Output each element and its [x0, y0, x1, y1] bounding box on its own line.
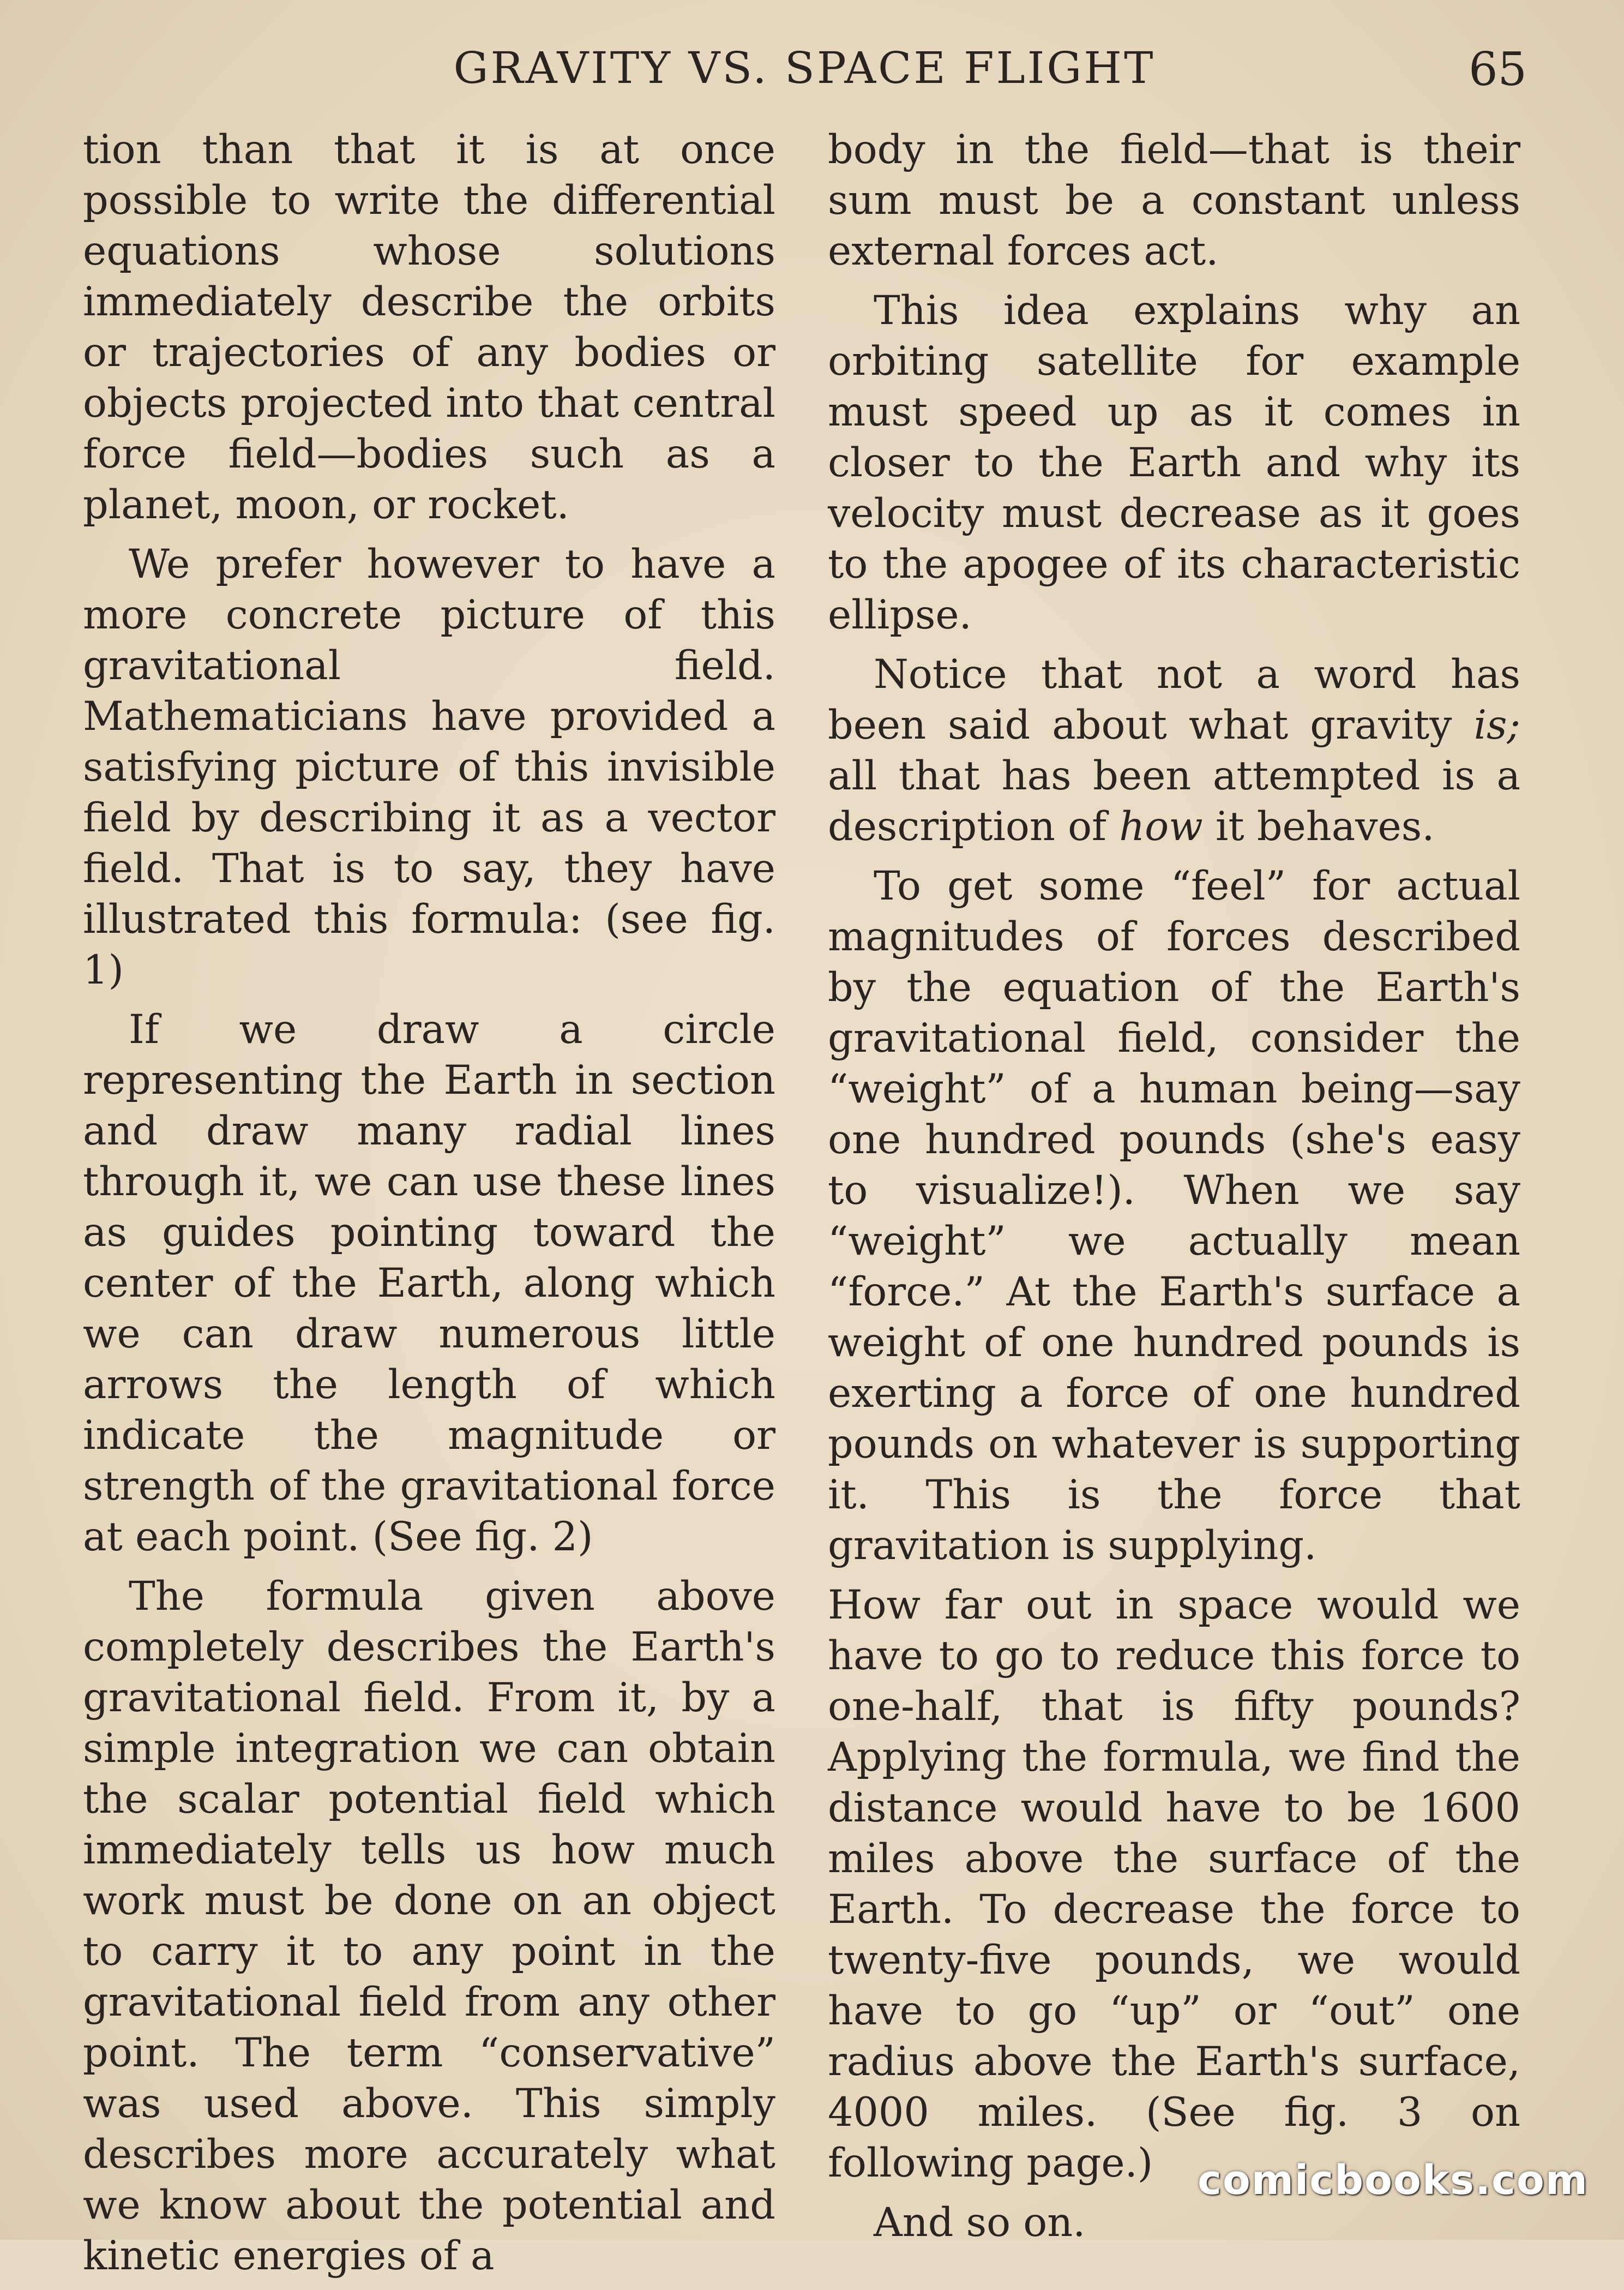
- right-column: [828, 124, 1520, 2257]
- page-number: 65: [1469, 43, 1527, 96]
- italic-text: how: [1119, 804, 1203, 850]
- paragraph: [828, 649, 1520, 852]
- paragraph: body in the field—that is their sum must be a constant unless external forces act.: [828, 127, 1520, 274]
- paragraph: This idea explains why an orbiting satellite for example must speed up as it comes in closer to the Earth and why its velocity must decrease as it goes to the apogee of its characteristic ellipse.: [828, 287, 1520, 638]
- paragraph: The formula given above completely describes the Earth's gravitational field. From it, by a simple integration we can obtain the scalar potential field which immediately tells us how much work must be done on an object to carry it to any point in the gravitational field from any other point. The term “conservative” was used above. This simply describes more accurately what we know about the potential and kinetic energies of a: [83, 1573, 775, 2279]
- running-head: [82, 43, 1527, 103]
- paragraph: We prefer however to have a more concrete picture of this gravitational field. Mathematicians have provided a satisfying picture of this invisible field by describing it as a vector field. That is to say, they have illustrated this formula: (see fig. 1): [83, 541, 775, 993]
- paragraph: If we draw a circle representing the Earth in section and draw many radial lines through it, we can use these lines as guides pointing toward the center of the Earth, along which we can draw numerous little arrows the length of which indicate the magnitude or strength of the gravitational force at each point. (See fig. 2): [83, 1006, 775, 1560]
- paragraph: How far out in space would we have to go to reduce this force to one-half, that is fifty pounds? Applying the formula, we find the distance would have to be 1600 miles above the surface of the Earth. To decrease the force to twenty-five pounds, we would have to go “up” or “out” one radius above the Earth's surface, 4000 miles. (See fig. 3 on following page.): [828, 1582, 1520, 2186]
- text-run: all that has been attempted is a description of: [828, 753, 1520, 850]
- paragraph: tion than that it is at once possible to write the differential equations whose solutions immediately describe the orbits or trajectories of any bodies or objects projected into that central force field—bodies such as a planet, moon, or rocket.: [83, 127, 775, 528]
- left-column: [83, 124, 775, 2290]
- paragraph: And so on.: [874, 2199, 1086, 2246]
- paragraph: To get some “feel” for actual magnitudes of forces described by the equation of the Earth's gravitational field, consider the “weight” of a human being—say one hundred pounds (she's easy to visualize!). When we say “weight” we actually mean “force.” At the Earth's surface a weight of one hundred pounds is exerting a force of one hundred pounds on whatever is supporting it. This is the force that gravitation is supplying.: [828, 863, 1520, 1569]
- text-run: Notice that not a word has been said about what gravity: [828, 651, 1520, 748]
- italic-text: is;: [1473, 702, 1520, 748]
- page-title: GRAVITY VS. SPACE FLIGHT: [453, 43, 1156, 93]
- text-run: it behaves.: [1202, 804, 1435, 850]
- watermark: comicbooks.com: [1198, 2157, 1589, 2204]
